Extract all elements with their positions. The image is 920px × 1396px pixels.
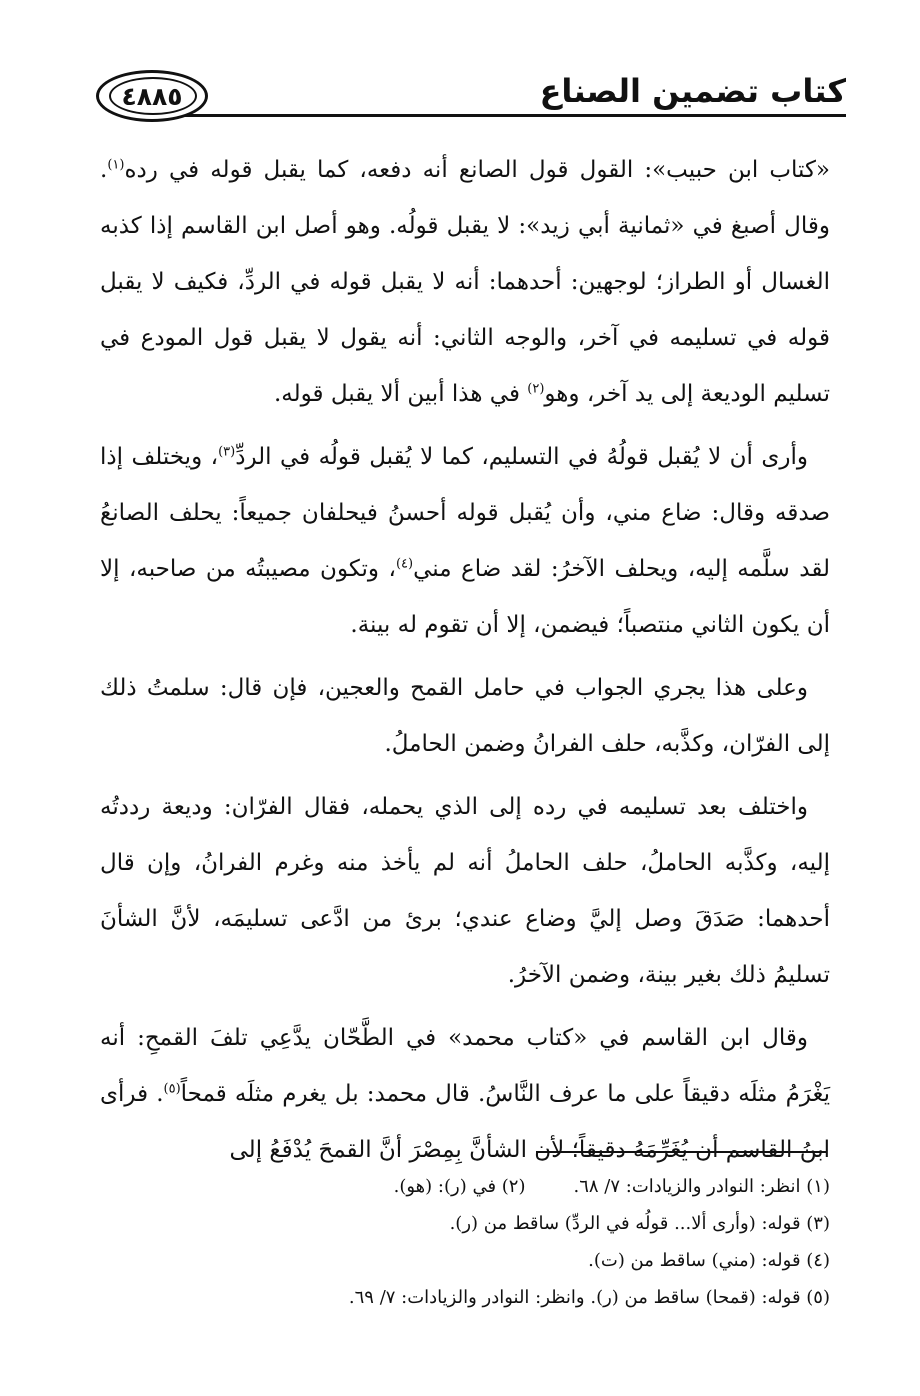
footnote-ref-1: (١) [107,157,125,173]
para2-text-c: ، وتكون مصيبتُه من صاحبه، إلا أن يكون الثاني منتصباً؛ فيضمن، إلا أن تقوم له بينة. [100,556,830,638]
footnote-ref-4: (٤) [395,556,414,572]
para1-text-a: «كتاب ابن حبيب»: القول قول الصانع أنه دفعه، كما يقبل قوله في رده [124,157,830,183]
paragraph-2 [100,429,830,653]
footnote-2: (٢) في (ر): (هو). [393,1176,526,1197]
footnote-ref-3: (٣) [218,444,236,460]
footnote-row-5 [285,1279,830,1316]
paragraph-4: واختلف بعد تسليمه في رده إلى الذي يحمله، فقال الفرّان: وديعة رددتُه إليه، وكذَّبه الحاملُ، حلف الحاملُ أنه لم يأخذ منه وغرم الفرانُ، وإن قال أحدهما: صَدَقَ وصل إليَّ وضاع عندي؛ برئ من ادَّعى تسليمَه، لأنَّ الشأنَ تسليمُ ذلك بغير بينة، وضمن الآخرُ. [100,794,830,988]
para2-text-a: وأرى أن لا يُقبل قولُهُ في التسليم، كما لا يُقبل قولُه في الردِّ [235,444,808,470]
page-number: ٤٨٨٥ [121,81,183,111]
footnotes [285,1168,830,1316]
main-text [100,142,830,1185]
running-header [96,62,846,132]
para2-text-b: ، ويختلف إذا صدقه وقال: ضاع مني، وأن يُقبل قوله أحسنُ فيحلفان جميعاً: يحلف الصانعُ لقد سلَّمه إليه، ويحلف الآخرُ: لقد ضاع مني [100,444,830,582]
header-rule [156,114,846,117]
footnote-row-3 [285,1205,830,1242]
para5-text-b: . فرأى ابنُ القاسم أن يُغَرِّمَهُ دقيقاً؛ لأن الشأنَّ بِمِصْرَ أنَّ القمحَ يُدْفَعُ إلى [100,1081,830,1163]
footnote-1: (١) انظر: النوادر والزيادات: ٧/ ٦٨. [573,1176,830,1197]
paragraph-1 [100,142,830,422]
footnote-ref-5: (٥) [163,1081,181,1097]
footnote-3: (٣) قوله: (وأرى ألا... قولُه في الردِّ) ساقط من (ر). [449,1213,830,1234]
footnote-ref-2: (٢) [527,381,545,397]
footnote-row-4 [285,1242,830,1279]
para1-text-c: في هذا أبين ألا يقبل قوله. [273,381,528,407]
footnote-5: (٥) قوله: (قمحا) ساقط من (ر). وانظر: النوادر والزيادات: ٧/ ٦٩. [348,1287,830,1308]
para1-text-b: وقال أصبغ في «ثمانية أبي زيد»: لا يقبل قولُه. وهو أصل ابن القاسم إذا كذبه الغسال أو الطراز؛ لوجهين: أحدهما: أنه لا يقبل قوله في الردِّ، فكيف لا يقبل قوله في تسليمه في آخر، والوجه الثاني: أنه يقول لا يقبل قول المودع في تسليم الوديعة إلى يد آخر، وهو [100,213,831,407]
footnote-gap [526,1168,574,1205]
footnote-row-1 [285,1168,830,1205]
para5-text-a: وقال ابن القاسم في «كتاب محمد» في الطَّحّان يدَّعِي تلفَ القمحِ: أنه يَغْرَمُ مثلَه دقيقاً على ما عرف النَّاسُ. قال محمد: بل يغرم مثلَه قمحاً [100,1025,831,1107]
page-number-badge [96,70,208,122]
footnote-separator [536,1151,826,1153]
book-title: كتاب تضمين الصناع [539,72,846,110]
footnote-4: (٤) قوله: (مني) ساقط من (ت). [588,1250,830,1271]
para1-period: . [100,157,108,183]
paragraph-3: وعلى هذا يجري الجواب في حامل القمح والعجين، فإن قال: سلمتُ ذلك إلى الفرّان، وكذَّبه، حلف الفرانُ وضمن الحاملُ. [100,675,830,757]
